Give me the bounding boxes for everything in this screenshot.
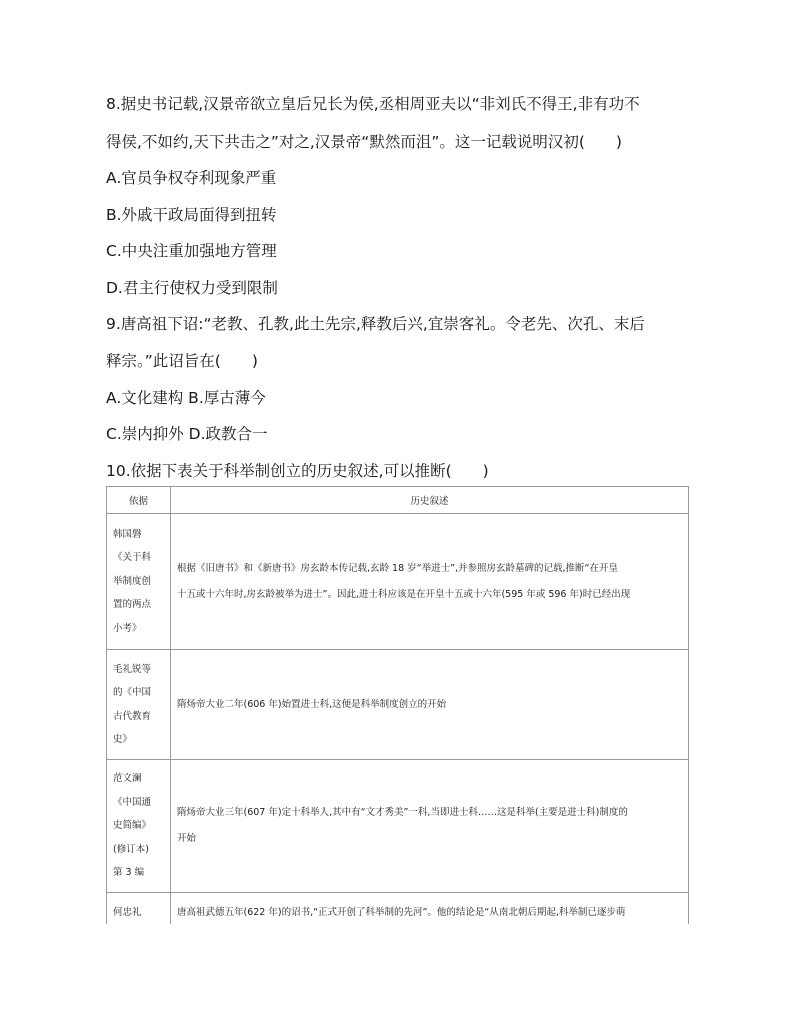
- header-source: 依据: [107, 487, 171, 514]
- source-line: 的《中国: [113, 687, 152, 698]
- source-cell: [107, 760, 171, 893]
- header-narrative: 历史叙述: [171, 487, 689, 514]
- q8-stem-line2: 得侯,不如约,天下共击之”对之,汉景帝“默然而沮”。这一记载说明汉初( ): [106, 133, 622, 151]
- narrative-cell: [171, 760, 689, 893]
- source-line: 举制度创: [113, 575, 152, 587]
- narrative-line: 开始: [177, 833, 197, 844]
- source-line: 韩国磐: [113, 528, 142, 540]
- table-row: [107, 514, 689, 650]
- q10-stem: 10.依据下表关于科举制创立的历史叙述,可以推断( ): [106, 462, 489, 480]
- source-line: (修订本): [113, 843, 149, 855]
- source-line: 史》: [113, 734, 133, 745]
- source-line: 史简编》: [113, 820, 152, 832]
- narrative-line: 隋炀帝大业三年(607 年)定十科举人,其中有“文才秀美”一科,当即进士科……这是科举(主要是进士科)制度的: [177, 807, 628, 818]
- narrative-cell: [171, 650, 689, 760]
- q8-option-a: A.官员争权夺利现象严重: [106, 169, 277, 187]
- source-line: 《中国通: [113, 796, 152, 808]
- source-line: 何忠礼: [113, 906, 142, 918]
- source-cell: [107, 514, 171, 650]
- page-bottom-margin: [0, 924, 794, 1025]
- narrative-line: 根据《旧唐书》和《新唐书》房玄龄本传记载,玄龄 18 岁“举进士”,并参照房玄龄墓碑的记载,推断“在开皇: [177, 562, 618, 574]
- table-row: [107, 650, 689, 760]
- q9-stem-line2: 释宗。”此诏旨在( ): [106, 352, 258, 370]
- q8-option-b: B.外戚干政局面得到扭转: [106, 206, 277, 224]
- source-cell: [107, 650, 171, 760]
- narrative-line: 唐高祖武德五年(622 年)的诏书,“正式开创了科举制的先河”。他的结论是“从南北朝后期起,科举制已逐步萌: [177, 906, 626, 918]
- source-line: 第 3 编: [113, 867, 145, 879]
- q9-stem-line1: 9.唐高祖下诏:“老教、孔教,此土先宗,释教后兴,宜崇客礼。令老先、次孔、末后: [106, 315, 645, 333]
- source-line: 范文澜: [113, 773, 142, 785]
- q9-options-line1: A.文化建构 B.厚古薄今: [106, 389, 266, 407]
- source-line: 置的两点: [113, 599, 152, 611]
- source-line: 毛礼锐等: [113, 663, 152, 675]
- source-line: 《关于科: [113, 552, 152, 564]
- table-header-row: [107, 487, 689, 514]
- table-row: [107, 760, 689, 893]
- narrative-cell: [171, 514, 689, 650]
- history-table: [106, 486, 689, 933]
- q8-option-d: D.君主行使权力受到限制: [106, 279, 278, 297]
- q8-stem-line1: 8.据史书记载,汉景帝欲立皇后兄长为侯,丞相周亚夫以“非刘氏不得王,非有功不: [106, 95, 640, 113]
- q9-options-line2: C.崇内抑外 D.政教合一: [106, 425, 268, 443]
- source-line: 古代教育: [113, 710, 152, 722]
- narrative-line: 十五或十六年时,房玄龄被举为进士”。因此,进士科应该是在开皇十五或十六年(595 年或 596 年)时已经出现: [177, 588, 631, 600]
- narrative-line: 隋炀帝大业二年(606 年)始置进士科,这便是科举制度创立的开始: [177, 698, 447, 710]
- q8-option-c: C.中央注重加强地方管理: [106, 242, 277, 260]
- source-line: 小考》: [113, 622, 142, 634]
